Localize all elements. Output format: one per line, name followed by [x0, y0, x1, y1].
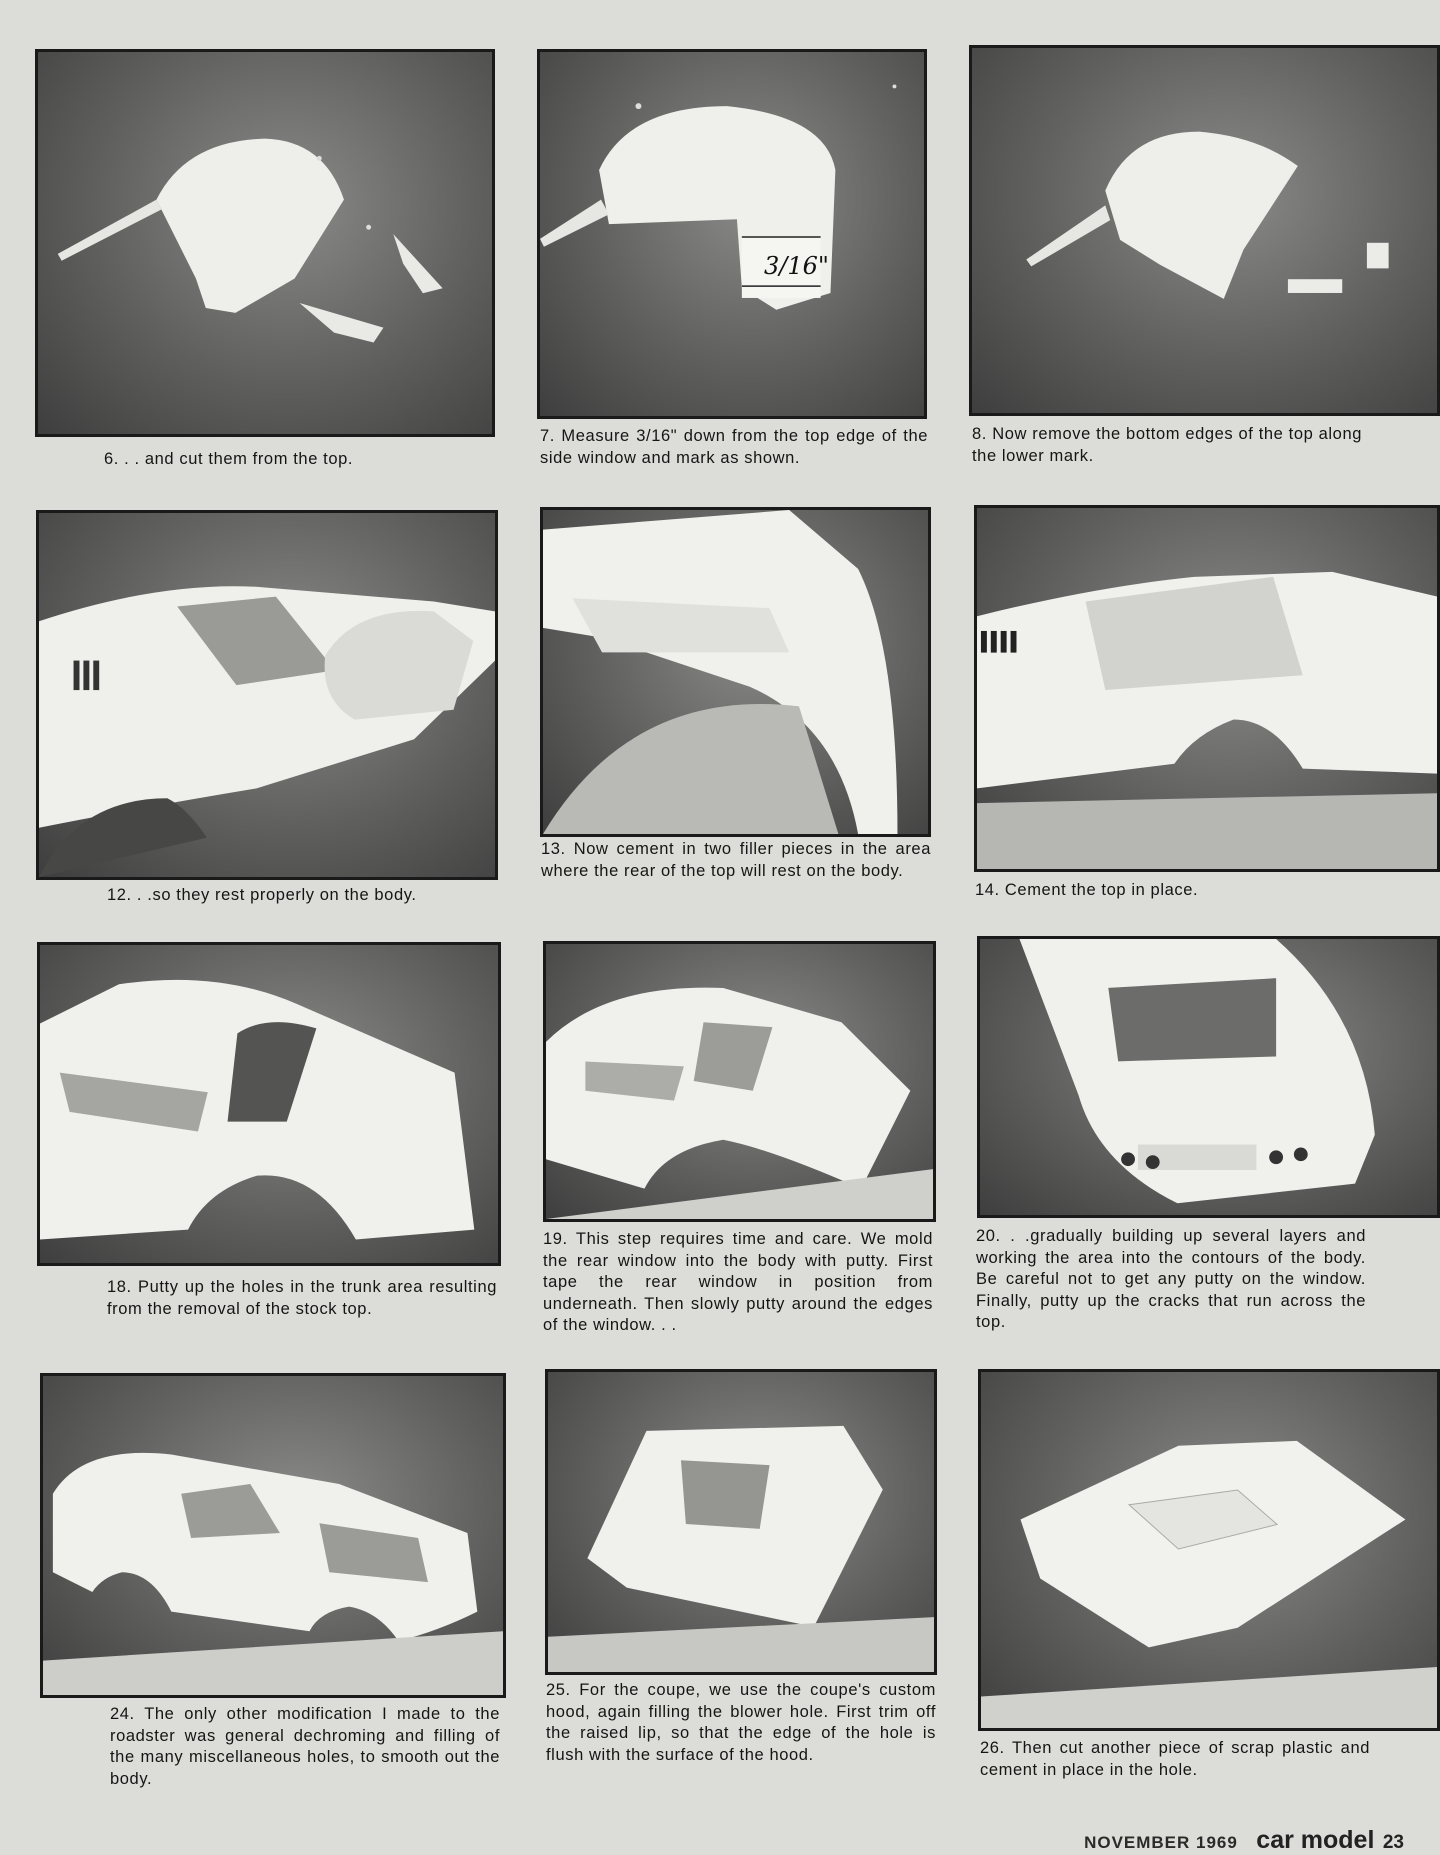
caption-step-8: 8. Now remove the bottom edges of the top along the lower mark. [972, 425, 1362, 465]
photo-step-26 [978, 1369, 1440, 1731]
measure-label: 3/16" [764, 252, 829, 280]
photo-step-18 [37, 942, 501, 1266]
photo-step-20 [977, 936, 1440, 1218]
caption-step-14: 14. Cement the top in place. [975, 881, 1199, 899]
footer-month-year: NOVEMBER 1969 [1084, 1833, 1238, 1852]
caption-step-6: 6. . . and cut them from the top. [104, 450, 354, 468]
caption-step-19: 19. This step requires time and care. We mold the rear window into the body with putty. First tape the rear window in position from underneath. Then slowly putty around the edges of the window. . . [543, 1230, 933, 1334]
caption-step-24: 24. The only other modification I made to the roadster was general dechroming and filling of the many miscellaneous holes, to smooth out the body. [110, 1705, 500, 1788]
photo-step-8 [969, 45, 1440, 416]
photo-step-14 [974, 505, 1440, 872]
photo-step-25 [545, 1369, 937, 1675]
photo-step-12 [36, 510, 498, 880]
caption-step-7: 7. Measure 3/16" down from the top edge of the side window and mark as shown. [540, 427, 928, 467]
caption-step-18: 18. Putty up the holes in the trunk area resulting from the removal of the stock top. [107, 1278, 497, 1318]
caption-step-20: 20. . .gradually building up several layers and working the area into the contours of the body. Be careful not to get any putty on the window. Finally, putty up the cracks that run across the top. [976, 1227, 1366, 1331]
caption-step-25: 25. For the coupe, we use the coupe's custom hood, again filling the blower hole. First trim off the raised lip, so that the edge of the hole is flush with the surface of the hood. [546, 1681, 936, 1764]
footer-magazine-name: car model [1256, 1826, 1375, 1854]
caption-step-13: 13. Now cement in two filler pieces in the area where the rear of the top will rest on the body. [541, 840, 931, 880]
footer-page-number: 23 [1382, 1832, 1404, 1853]
caption-step-26: 26. Then cut another piece of scrap plastic and cement in place in the hole. [980, 1739, 1370, 1779]
photo-step-19 [543, 941, 936, 1222]
photo-step-24 [40, 1373, 506, 1698]
photo-step-7 [537, 49, 927, 419]
caption-step-12: 12. . .so they rest properly on the body. [107, 886, 417, 904]
photo-step-6 [35, 49, 495, 437]
photo-step-13 [540, 507, 931, 837]
